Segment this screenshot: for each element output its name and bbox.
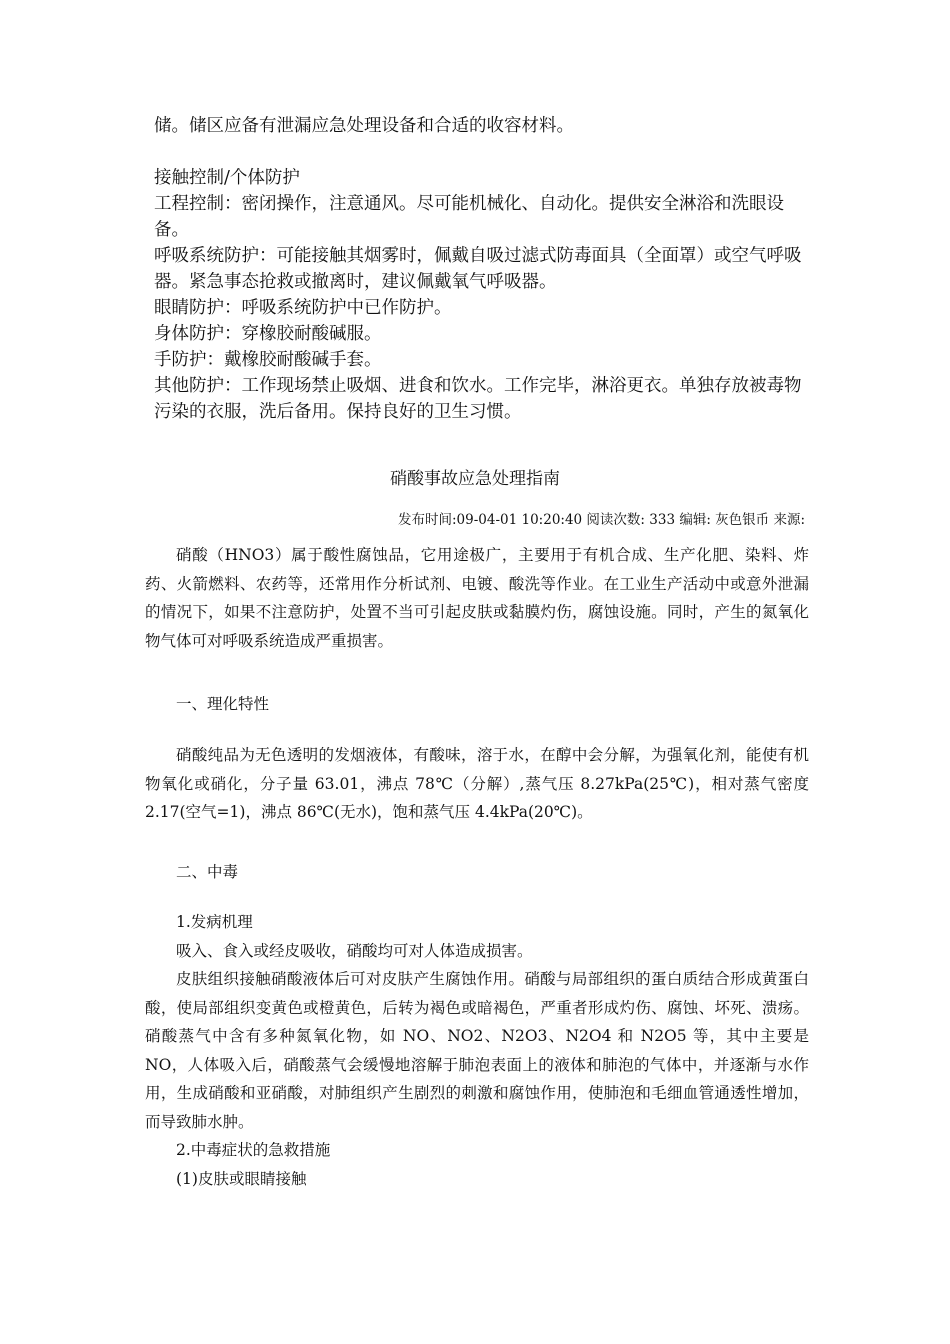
section-1-title: 一、理化特性	[176, 695, 270, 713]
eye-protection: 眼睛防护：呼吸系统防护中已作防护。	[154, 298, 452, 318]
properties-paragraph	[145, 741, 809, 827]
mechanism-paragraph: 皮肤组织接触硝酸液体后可对皮肤产生腐蚀作用。硝酸与局部组织的蛋白质结合形成黄蛋白酸，使局部组织变黄色或橙黄色，后转为褐色或暗褐色，严重者形成灼伤、腐蚀、坏死、溃疡。硝酸蒸气中含有多种氮氧化物，如 NO、NO2、N2O3、N2O4 和 N2O5 等，其中主要是 NO，人体吸入后，硝酸蒸气会缓慢地溶解于肺泡表面上的液体和肺泡的气体中，并逐渐与水作用，生成硝酸和亚硝酸，对肺组织产生剧烈的刺激和腐蚀作用，使肺泡和毛细血管通透性增加，而导致肺水肿。	[145, 970, 809, 1131]
body-protection: 身体防护：穿橡胶耐酸碱服。	[154, 324, 382, 344]
intro-paragraph	[145, 541, 809, 655]
spacer	[154, 139, 814, 165]
storage-line: 储。储区应备有泄漏应急处理设备和合适的收容材料。	[154, 116, 574, 136]
intro-text: 硝酸（HNO3）属于酸性腐蚀品，它用途极广，主要用于有机合成、生产化肥、染料、炸药、火箭燃料、农药等，还常用作分析试剂、电镀、酸洗等作业。在工业生产活动中或意外泄漏的情况下，如果不注意防护，处置不当可引起皮肤或黏膜灼伤，腐蚀设施。同时，产生的氮氧化物气体可对呼吸系统造成严重损害。	[145, 546, 809, 650]
protection-section	[154, 113, 814, 425]
article-meta: 发布时间:09-04-01 10:20:40 阅读次数: 333 编辑: 灰色银币 来源:	[398, 512, 805, 528]
other-protection: 其他防护：工作现场禁止吸烟、进食和饮水。工作完毕，淋浴更衣。单独存放被毒物污染的衣服，洗后备用。保持良好的卫生习惯。	[154, 376, 802, 422]
subheading-skin-eye: (1)皮肤或眼睛接触	[176, 1169, 307, 1188]
engineering-control: 工程控制：密闭操作，注意通风。尽可能机械化、自动化。提供安全淋浴和洗眼设备。	[154, 194, 784, 240]
section-heading-2	[145, 858, 809, 887]
hand-protection: 手防护：戴橡胶耐酸碱手套。	[154, 350, 382, 370]
article-title: 硝酸事故应急处理指南	[390, 469, 560, 489]
mechanism-line-1: 吸入、食入或经皮吸收，硝酸均可对人体造成损害。	[176, 941, 533, 960]
subheading-first-aid: 2.中毒症状的急救措施	[176, 1141, 331, 1159]
protection-heading: 接触控制/个体防护	[154, 168, 300, 188]
section-heading-1	[145, 690, 809, 719]
respiratory-protection: 呼吸系统防护：可能接触其烟雾时，佩戴自吸过滤式防毒面具（全面罩）或空气呼吸器。紧急事态抢救或撤离时，建议佩戴氧气呼吸器。	[154, 246, 802, 292]
properties-text: 硝酸纯品为无色透明的发烟液体，有酸味，溶于水，在醇中会分解，为强氧化剂，能使有机物氧化或硝化，分子量 63.01，沸点 78℃（分解）,蒸气压 8.27kPa(25℃)，相对蒸气密度 2.17(空气=1)，沸点 86℃(无水)，饱和蒸气压 4.4kPa(20℃)。	[145, 746, 809, 821]
subheading-mechanism: 1.发病机理	[176, 913, 253, 931]
mechanism-block	[145, 908, 809, 1193]
section-2-title: 二、中毒	[176, 863, 239, 881]
